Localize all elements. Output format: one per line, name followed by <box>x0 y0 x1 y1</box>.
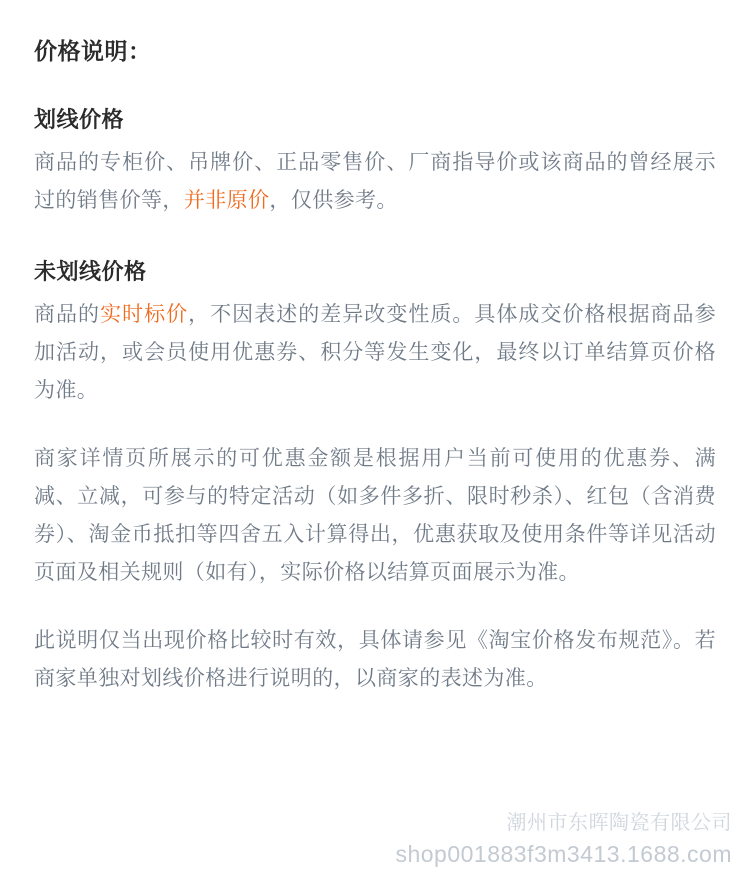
section-heading: 划线价格 <box>34 107 125 132</box>
section-non-strikethrough-price <box>34 256 716 698</box>
watermark <box>395 808 732 870</box>
text-run-highlight: 实时标价 <box>100 303 189 326</box>
watermark-company: 潮州市东晖陶瓷有限公司 <box>506 812 732 834</box>
text-run: 商品的 <box>34 303 101 326</box>
text-run: ，仅供参考。 <box>269 189 398 212</box>
paragraph <box>34 296 716 410</box>
section-heading: 未划线价格 <box>34 259 147 284</box>
paragraph <box>34 440 716 592</box>
text-run: 商品的专柜价、吊牌价、正品零售价、厂商指导价或该商品的曾经展示过的销售价等， <box>34 151 716 212</box>
section-strikethrough-price <box>34 104 716 220</box>
text-run-highlight: 并非原价 <box>183 189 270 212</box>
text-run: 此说明仅当出现价格比较时有效，具体请参见《淘宝价格发布规范》。若商家单独对划线价格进行说明的，以商家的表述为准。 <box>34 629 716 690</box>
watermark-shop-url: shop001883f3m3413.1688.com <box>395 841 732 867</box>
text-run: 商家详情页所展示的可优惠金额是根据用户当前可使用的优惠券、满减、立减，可参与的特定活动（如多件多折、限时秒杀）、红包（含消费券）、淘金币抵扣等四舍五入计算得出，优惠获取及使用条件等详见活动页面及相关规则（如有），实际价格以结算页面展示为准。 <box>34 447 716 584</box>
paragraph <box>34 144 716 220</box>
page-title: 价格说明： <box>34 38 152 64</box>
text-run: ，不因表述的差异改变性质。具体成交价格根据商品参加活动，或会员使用优惠券、积分等发生变化，最终以订单结算页价格为准。 <box>34 303 716 402</box>
paragraph <box>34 622 716 698</box>
